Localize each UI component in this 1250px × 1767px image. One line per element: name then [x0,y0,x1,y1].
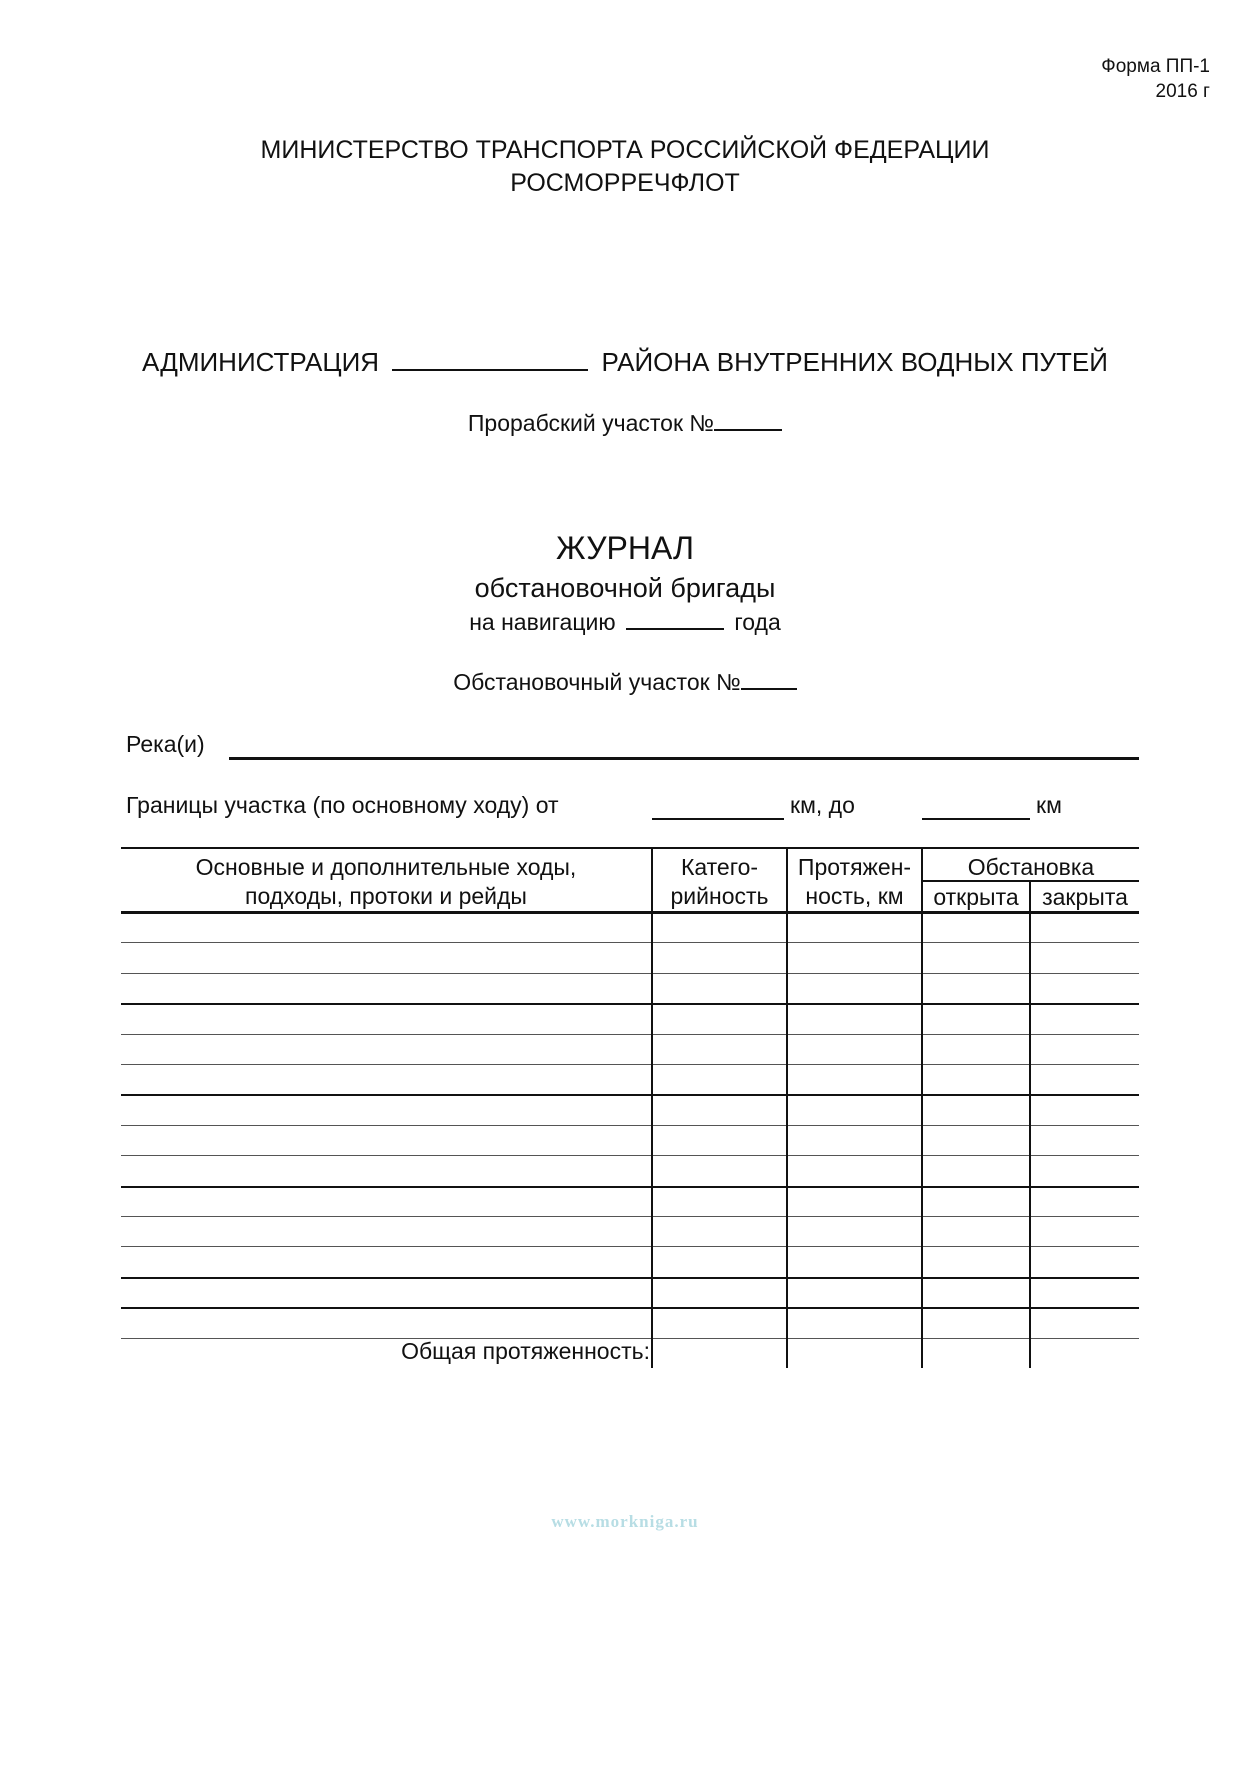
header-routes [121,853,651,911]
navigation-prefix: на навигацию [469,609,616,635]
table-row[interactable] [121,1216,1139,1217]
total-length-label: Общая протяженность: [401,1338,650,1364]
table-row[interactable] [121,1064,1139,1065]
table-row[interactable] [121,1034,1139,1035]
header-length [788,853,921,911]
table-row[interactable] [121,942,1139,943]
bounds-label: Границы участка (по основному ходу) от [126,792,559,818]
work-site-label: Прорабский участок № [467,410,715,436]
table-row[interactable] [121,1003,1139,1005]
form-year: 2016 г [1155,81,1210,102]
header-routes-line1: Основные и дополнительные ходы, [195,854,577,880]
table-row[interactable] [121,1277,1139,1279]
bounds-km-to: км, до [790,792,855,818]
header-category-line2: рийность [670,883,769,909]
column-divider [921,847,923,1368]
column-divider [786,847,788,1368]
column-divider [1029,881,1031,1368]
administration-prefix: АДМИНИСТРАЦИЯ [142,347,380,377]
section-label: Обстановочный участок № [453,669,741,695]
header-routes-line2: подходы, протоки и рейды [245,883,527,909]
header-closed: закрыта [1042,884,1128,910]
form-code-label: Форма ПП-1 [1101,56,1210,77]
ministry-name: МИНИСТЕРСТВО ТРАНСПОРТА РОССИЙСКОЙ ФЕДЕРАЦИИ [260,136,990,164]
navigation-suffix: года [734,609,781,635]
table-row[interactable] [121,1246,1139,1247]
header-length-line1: Протяжен- [797,854,912,880]
header-length-line2: ность, км [805,883,904,909]
header-opened: открыта [933,884,1019,910]
river-label: Река(и) [126,731,205,757]
header-situation: Обстановка [967,854,1095,880]
table-row[interactable] [121,1155,1139,1156]
table-top-border [121,847,1139,849]
table-row[interactable] [121,1094,1139,1096]
agency-name: РОСМОРРЕЧФЛОТ [510,169,740,197]
journal-title: ЖУРНАЛ [555,530,695,566]
watermark: www.morkniga.ru [551,1512,699,1531]
table-row[interactable] [121,973,1139,974]
table-row[interactable] [121,1186,1139,1188]
table-row[interactable] [121,1307,1139,1309]
bounds-km: км [1036,792,1062,818]
administration-suffix: РАЙОНА ВНУТРЕННИХ ВОДНЫХ ПУТЕЙ [601,347,1108,377]
column-divider [651,847,653,1368]
journal-subtitle: обстановочной бригады [474,573,776,603]
header-category-line1: Катего- [680,854,759,880]
header-category [653,853,786,911]
table-row[interactable] [121,1125,1139,1126]
